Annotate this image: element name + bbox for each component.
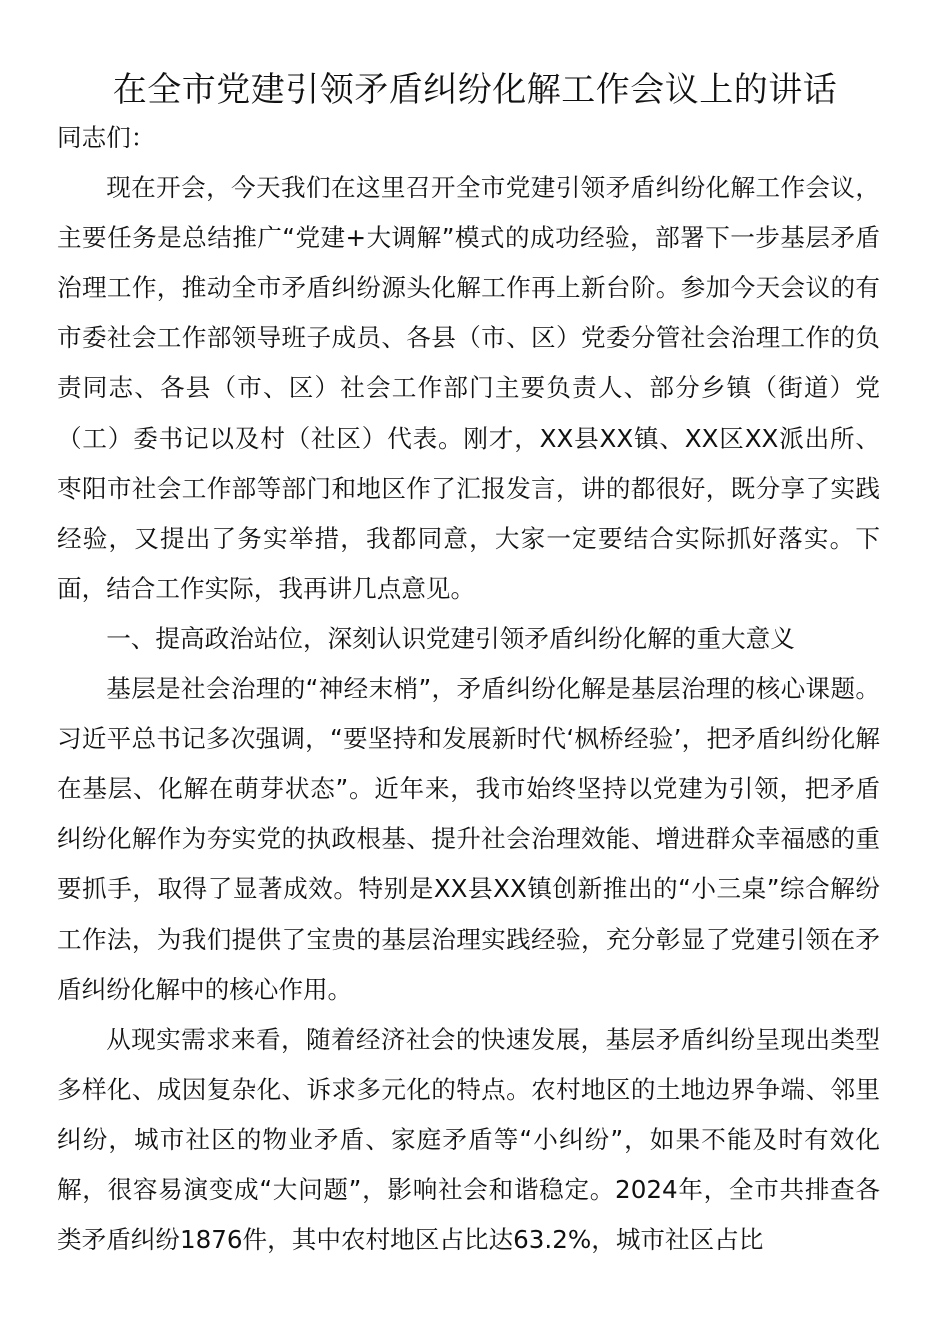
section-heading-1: 一、提高政治站位，深刻认识党建引领矛盾纠纷化解的重大意义: [106, 623, 795, 653]
paragraph-opening: 现在开会，今天我们在这里召开全市党建引领矛盾纠纷化解工作会议，主要任务是总结推广“党建+大调解”模式的成功经验，部署下一步基层矛盾治理工作，推动全市矛盾纠纷源头化解工作再上新台阶。参加今天会议的有市委社会工作部领导班子成员、各县（市、区）党委分管社会治理工作的负责同志、各县（市、区）社会工作部门主要负责人、部分乡镇（街道）党（工）委书记以及村（社区）代表。刚才，XX县XX镇、XX区XX派出所、枣阳市社会工作部等部门和地区作了汇报发言，讲的都很好，既分享了实践经验，又提出了务实举措，我都同意，大家一定要结合实际抓好落实。下面，结合工作实际，我再讲几点意见。: [57, 173, 880, 603]
document-title: 在全市党建引领矛盾纠纷化解工作会议上的讲话: [112, 70, 838, 110]
salutation: 同志们：: [57, 123, 156, 152]
paragraph-significance: 基层是社会治理的“神经末梢”，矛盾纠纷化解是基层治理的核心课题。习近平总书记多次强调，“要坚持和发展新时代‘枫桥经验’，把矛盾纠纷化解在基层、化解在萌芽状态”。近年来，我市始终坚持以党建为引领，把矛盾纠纷化解作为夯实党的执政根基、提升社会治理效能、增进群众幸福感的重要抓手，取得了显著成效。特别是XX县XX镇创新推出的“小三桌”综合解纷工作法，为我们提供了宝贵的基层治理实践经验，充分彰显了党建引领在矛盾纠纷化解中的核心作用。: [57, 674, 880, 1004]
paragraph-current-needs: 从现实需求来看，随着经济社会的快速发展，基层矛盾纠纷呈现出类型多样化、成因复杂化、诉求多元化的特点。农村地区的土地边界争端、邻里纠纷，城市社区的物业矛盾、家庭矛盾等“小纠纷”，如果不能及时有效化解，很容易演变成“大问题”，影响社会和谐稳定。2024年，全市共排查各类矛盾纠纷1876件，其中农村地区占比达63.2%，城市社区占比: [57, 1024, 880, 1255]
document-body: [57, 113, 880, 1265]
